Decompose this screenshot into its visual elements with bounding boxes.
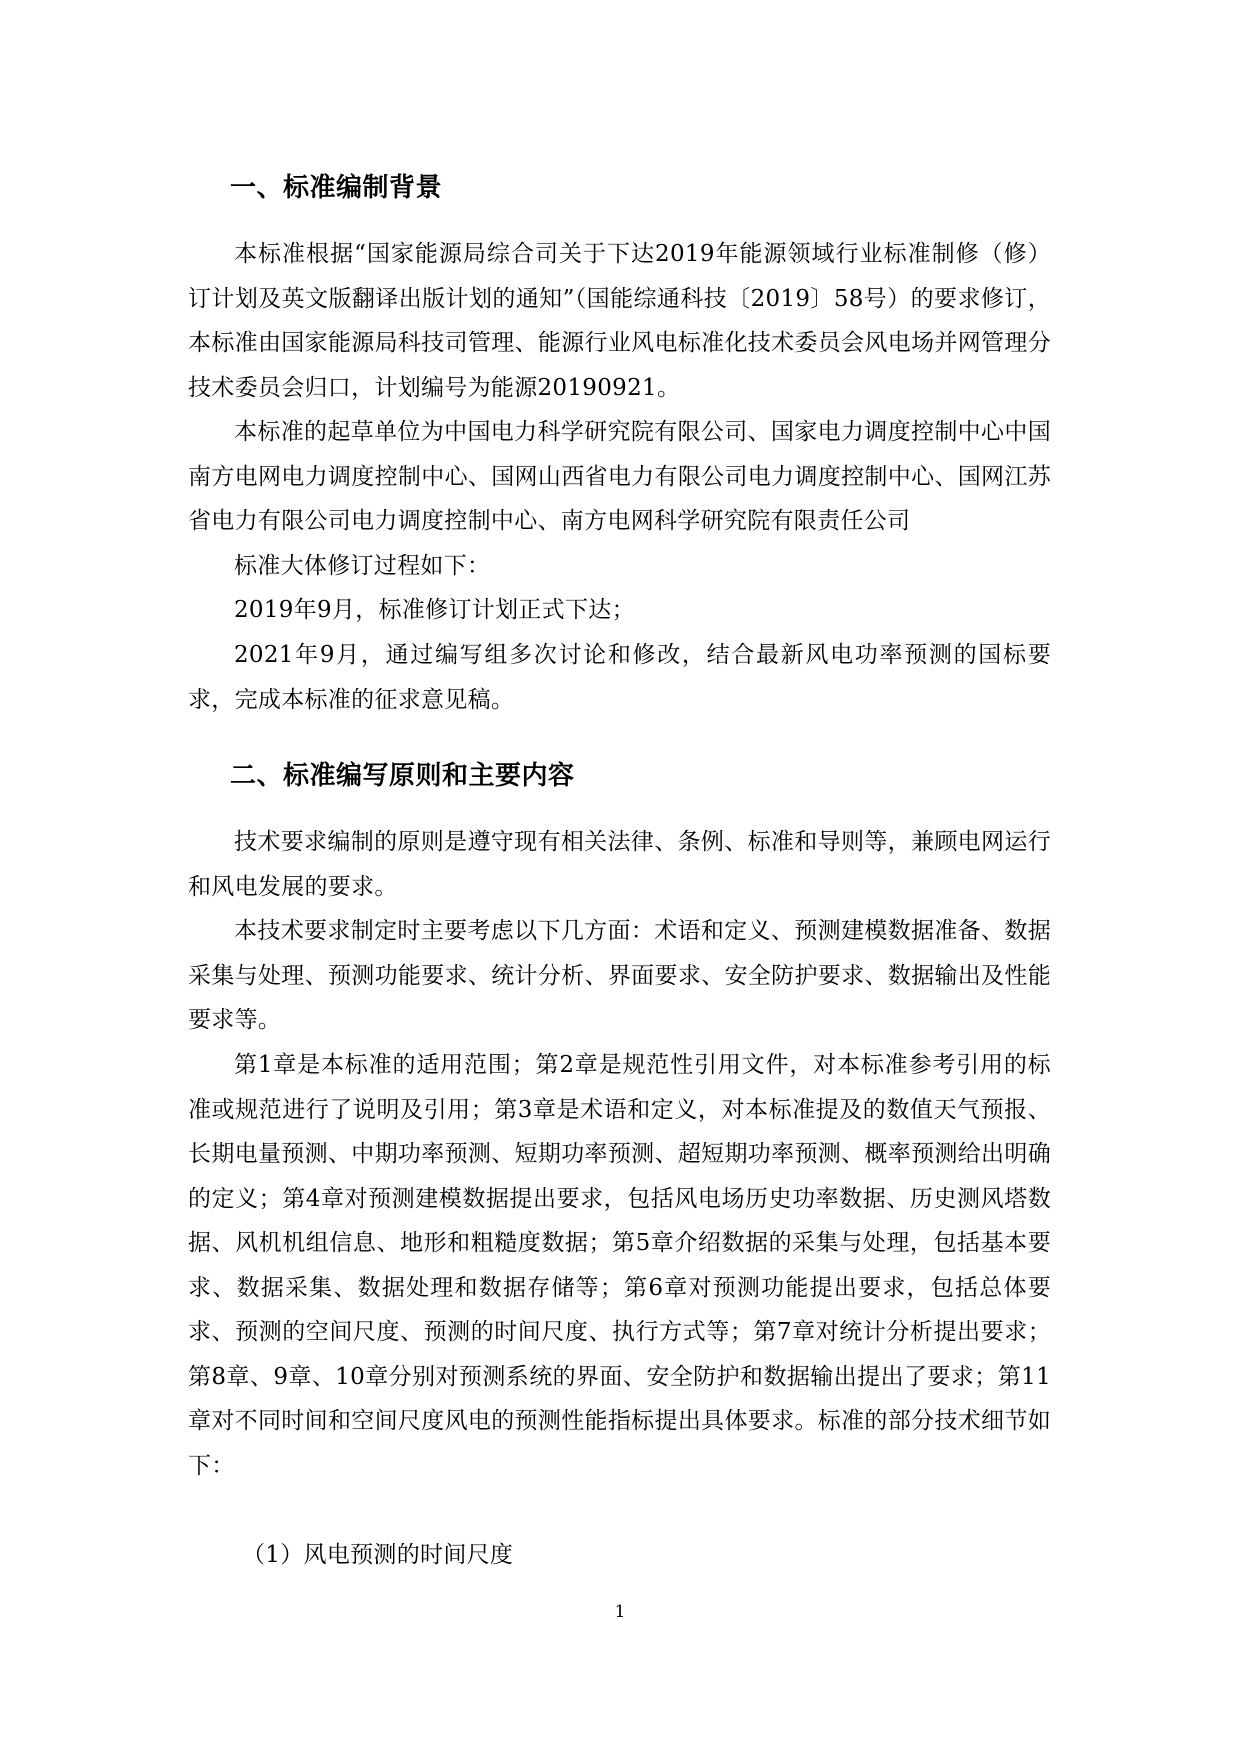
paragraph-drafting-units: 本标准的起草单位为中国电力科学研究院有限公司、国家电力调度控制中心中国南方电网电力调度控制中心、国网山西省电力有限公司电力调度控制中心、国网江苏省电力有限公司电力调度控制中心、南方电网科学研究院有限责任公司 xyxy=(188,419,1051,534)
list-item-time-scale: （1）风电预测的时间尺度 xyxy=(242,1542,514,1568)
paragraph-2021-milestone: 2021年9月，通过编写组多次讨论和修改，结合最新风电功率预测的国标要求，完成本标准的征求意见稿。 xyxy=(188,642,1051,713)
page-number: 1 xyxy=(614,1602,626,1622)
paragraph-chapter-overview: 第1章是本标准的适用范围；第2章是规范性引用文件，对本标准参考引用的标准或规范进行了说明及引用；第3章是术语和定义，对本标准提及的数值天气预报、长期电量预测、中期功率预测、短期功率预测、超短期功率预测、概率预测给出明确的定义；第4章对预测建模数据提出要求，包括风电场历史功率数据、历史测风塔数据、风机机组信息、地形和粗糙度数据；第5章介绍数据的采集与处理，包括基本要求、数据采集、数据处理和数据存储等；第6章对预测功能提出要求，包括总体要求、预测的空间尺度、预测的时间尺度、执行方式等；第7章对统计分析提出要求；第8章、9章、10章分别对预测系统的界面、安全防护和数据输出提出了要求；第11章对不同时间和空间尺度风电的预测性能指标提出具体要求。标准的部分技术细节如下： xyxy=(188,1052,1051,1479)
section-heading-background: 一、标准编制背景 xyxy=(230,173,443,203)
paragraph-revision-process: 标准大体修订过程如下： xyxy=(234,553,491,579)
paragraph-plan-basis: 本标准根据“国家能源局综合司关于下达2019年能源领域行业标准制修（修）订计划及英文版翻译出版计划的通知”（国能综通科技〔2019〕58号）的要求修订，本标准由国家能源局科技司管理、能源行业风电标准化技术委员会风电场并网管理分技术委员会归口，计划编号为能源20190921。 xyxy=(188,241,1051,401)
section-heading-principles: 二、标准编写原则和主要内容 xyxy=(230,761,575,791)
paragraph-2019-milestone: 2019年9月，标准修订计划正式下达； xyxy=(234,597,635,623)
paragraph-principles: 技术要求编制的原则是遵守现有相关法律、条例、标准和导则等，兼顾电网运行和风电发展的要求。 xyxy=(188,829,1051,900)
paragraph-considerations: 本技术要求制定时主要考虑以下几方面：术语和定义、预测建模数据准备、数据采集与处理、预测功能要求、统计分析、界面要求、安全防护要求、数据输出及性能要求等。 xyxy=(188,918,1051,1033)
